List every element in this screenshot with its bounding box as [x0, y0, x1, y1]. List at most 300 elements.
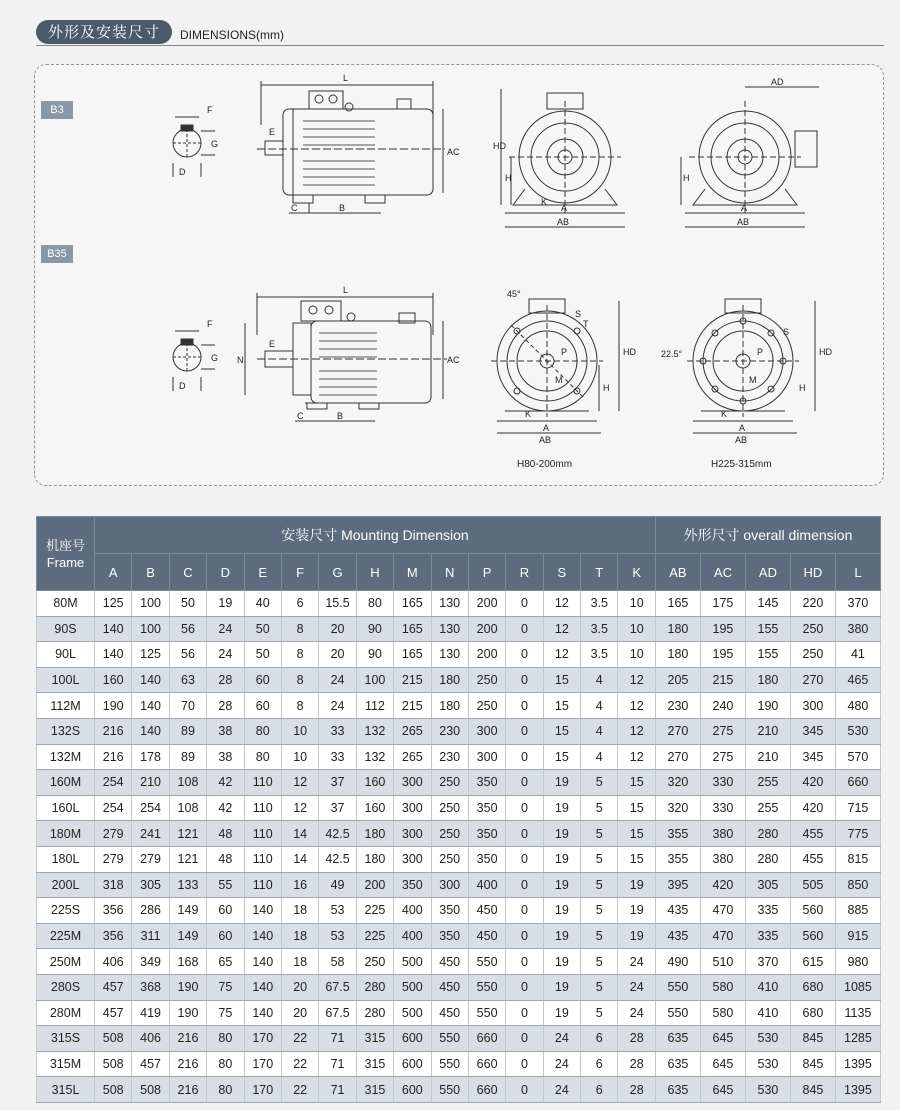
- table-cell-h: 315: [356, 1051, 393, 1077]
- table-cell-ad: 145: [745, 591, 790, 617]
- table-cell-g: 67.5: [319, 974, 356, 1000]
- table-cell-g: 37: [319, 795, 356, 821]
- table-cell-m: 300: [394, 770, 431, 796]
- table-cell-b: 100: [132, 591, 169, 617]
- column-header-hd: HD: [790, 554, 835, 591]
- table-cell-n: 180: [431, 693, 468, 719]
- table-cell-g: 53: [319, 898, 356, 924]
- table-cell-d: 60: [207, 923, 244, 949]
- frame-cell: 160L: [37, 795, 95, 821]
- label-h: H: [505, 173, 512, 183]
- table-cell-s: 24: [543, 1077, 580, 1103]
- frame-header-en: Frame: [46, 554, 85, 570]
- table-cell-e: 50: [244, 616, 281, 642]
- label-p: P: [561, 347, 568, 357]
- label-f-b35: F: [207, 319, 213, 329]
- table-cell-r: 0: [506, 770, 543, 796]
- table-cell-p: 550: [468, 1000, 505, 1026]
- table-cell-r: 0: [506, 718, 543, 744]
- table-cell-s: 12: [543, 616, 580, 642]
- table-cell-p: 300: [468, 718, 505, 744]
- table-cell-r: 0: [506, 744, 543, 770]
- table-cell-f: 20: [281, 1000, 318, 1026]
- table-cell-ac: 275: [700, 744, 745, 770]
- table-cell-r: 0: [506, 795, 543, 821]
- table-cell-g: 49: [319, 872, 356, 898]
- table-row: [37, 795, 881, 821]
- table-cell-s: 12: [543, 591, 580, 617]
- table-cell-h: 200: [356, 872, 393, 898]
- table-cell-c: 121: [169, 821, 206, 847]
- table-cell-m: 500: [394, 1000, 431, 1026]
- table-cell-ab: 435: [655, 923, 700, 949]
- frame-cell: 315M: [37, 1051, 95, 1077]
- label-a-2: A: [741, 203, 748, 213]
- column-header-h: H: [356, 554, 393, 591]
- label-h80-200: H80-200mm: [517, 459, 573, 470]
- label-p-2: P: [757, 347, 764, 357]
- table-row: [37, 1000, 881, 1026]
- table-cell-m: 400: [394, 923, 431, 949]
- frame-cell: 160M: [37, 770, 95, 796]
- table-cell-m: 500: [394, 949, 431, 975]
- table-cell-n: 230: [431, 744, 468, 770]
- column-header-f: F: [281, 554, 318, 591]
- frame-cell: 315S: [37, 1026, 95, 1052]
- table-cell-e: 60: [244, 667, 281, 693]
- table-cell-ab: 395: [655, 872, 700, 898]
- table-cell-f: 8: [281, 616, 318, 642]
- column-header-l: L: [835, 554, 880, 591]
- table-cell-c: 216: [169, 1077, 206, 1103]
- table-cell-ac: 580: [700, 1000, 745, 1026]
- table-cell-ac: 645: [700, 1077, 745, 1103]
- table-cell-e: 110: [244, 770, 281, 796]
- table-cell-b: 279: [132, 846, 169, 872]
- label-l: L: [343, 73, 349, 83]
- table-cell-b: 140: [132, 667, 169, 693]
- table-row: [37, 744, 881, 770]
- frame-cell: 225S: [37, 898, 95, 924]
- table-cell-hd: 680: [790, 1000, 835, 1026]
- table-cell-ab: 635: [655, 1051, 700, 1077]
- column-header-ad: AD: [745, 554, 790, 591]
- table-cell-ac: 420: [700, 872, 745, 898]
- label-h-3: H: [799, 383, 806, 393]
- label-hd: HD: [493, 141, 506, 151]
- table-cell-ac: 330: [700, 795, 745, 821]
- table-cell-g: 42.5: [319, 846, 356, 872]
- table-cell-b: 311: [132, 923, 169, 949]
- table-cell-f: 8: [281, 693, 318, 719]
- table-cell-h: 160: [356, 795, 393, 821]
- table-cell-ad: 530: [745, 1026, 790, 1052]
- frame-cell: 180L: [37, 846, 95, 872]
- table-cell-t: 5: [581, 949, 618, 975]
- table-row: [37, 872, 881, 898]
- table-cell-ac: 175: [700, 591, 745, 617]
- table-cell-b: 305: [132, 872, 169, 898]
- column-header-m: M: [394, 554, 431, 591]
- header-rule: [36, 45, 884, 46]
- table-cell-p: 660: [468, 1051, 505, 1077]
- table-cell-ac: 240: [700, 693, 745, 719]
- table-cell-a: 457: [95, 1000, 132, 1026]
- table-cell-n: 450: [431, 1000, 468, 1026]
- table-cell-hd: 420: [790, 795, 835, 821]
- table-cell-s: 19: [543, 770, 580, 796]
- table-cell-c: 190: [169, 1000, 206, 1026]
- table-cell-n: 300: [431, 872, 468, 898]
- b3-side-view: [257, 81, 445, 213]
- label-t: T: [583, 319, 589, 329]
- table-cell-k: 15: [618, 770, 655, 796]
- page-title: 外形及安装尺寸: [36, 20, 172, 44]
- table-cell-c: 50: [169, 591, 206, 617]
- table-cell-m: 265: [394, 744, 431, 770]
- mounting-dimension-header: 安装尺寸 Mounting Dimension: [95, 517, 656, 554]
- b3-front-view-terminal-box: [681, 87, 819, 227]
- table-cell-s: 12: [543, 642, 580, 668]
- table-cell-k: 28: [618, 1077, 655, 1103]
- table-cell-b: 349: [132, 949, 169, 975]
- table-cell-s: 19: [543, 898, 580, 924]
- table-cell-c: 56: [169, 642, 206, 668]
- table-cell-n: 130: [431, 642, 468, 668]
- table-cell-h: 132: [356, 744, 393, 770]
- table-cell-n: 450: [431, 949, 468, 975]
- table-cell-l: 530: [835, 718, 880, 744]
- table-cell-ab: 320: [655, 795, 700, 821]
- table-cell-hd: 680: [790, 974, 835, 1000]
- table-cell-p: 200: [468, 591, 505, 617]
- table-cell-f: 22: [281, 1077, 318, 1103]
- table-cell-p: 250: [468, 693, 505, 719]
- table-cell-f: 10: [281, 744, 318, 770]
- table-cell-t: 4: [581, 667, 618, 693]
- table-cell-a: 356: [95, 923, 132, 949]
- label-ab: AB: [557, 217, 570, 227]
- table-cell-p: 350: [468, 795, 505, 821]
- table-cell-h: 315: [356, 1077, 393, 1103]
- dimensions-table: [36, 516, 881, 1103]
- table-cell-p: 550: [468, 949, 505, 975]
- table-cell-d: 24: [207, 616, 244, 642]
- table-cell-c: 108: [169, 770, 206, 796]
- table-cell-b: 125: [132, 642, 169, 668]
- table-cell-t: 3.5: [581, 616, 618, 642]
- table-cell-n: 250: [431, 846, 468, 872]
- table-cell-n: 130: [431, 591, 468, 617]
- table-cell-a: 318: [95, 872, 132, 898]
- table-cell-t: 4: [581, 744, 618, 770]
- table-cell-ad: 305: [745, 872, 790, 898]
- table-cell-r: 0: [506, 923, 543, 949]
- table-cell-hd: 845: [790, 1077, 835, 1103]
- table-cell-k: 10: [618, 642, 655, 668]
- table-cell-ad: 190: [745, 693, 790, 719]
- table-cell-ab: 270: [655, 718, 700, 744]
- table-cell-m: 300: [394, 846, 431, 872]
- table-cell-k: 10: [618, 591, 655, 617]
- table-cell-p: 660: [468, 1077, 505, 1103]
- table-cell-n: 230: [431, 718, 468, 744]
- table-cell-s: 19: [543, 795, 580, 821]
- table-cell-k: 24: [618, 1000, 655, 1026]
- table-cell-p: 400: [468, 872, 505, 898]
- table-cell-e: 60: [244, 693, 281, 719]
- table-cell-s: 19: [543, 923, 580, 949]
- table-cell-m: 600: [394, 1077, 431, 1103]
- table-cell-s: 15: [543, 667, 580, 693]
- table-cell-b: 406: [132, 1026, 169, 1052]
- table-cell-r: 0: [506, 693, 543, 719]
- label-k: K: [541, 197, 548, 207]
- table-cell-a: 406: [95, 949, 132, 975]
- table-cell-ad: 370: [745, 949, 790, 975]
- table-cell-hd: 250: [790, 642, 835, 668]
- table-cell-l: 980: [835, 949, 880, 975]
- table-cell-k: 28: [618, 1051, 655, 1077]
- table-cell-l: 41: [835, 642, 880, 668]
- table-cell-h: 100: [356, 667, 393, 693]
- frame-header: [37, 517, 95, 591]
- table-cell-l: 480: [835, 693, 880, 719]
- table-cell-g: 20: [319, 642, 356, 668]
- table-cell-d: 60: [207, 898, 244, 924]
- table-cell-e: 140: [244, 898, 281, 924]
- label-m-2: M: [749, 375, 757, 385]
- table-cell-f: 14: [281, 821, 318, 847]
- table-cell-p: 450: [468, 923, 505, 949]
- label-c-b35: C: [297, 411, 304, 421]
- frame-cell: 112M: [37, 693, 95, 719]
- table-cell-c: 63: [169, 667, 206, 693]
- table-cell-m: 165: [394, 616, 431, 642]
- table-cell-t: 5: [581, 821, 618, 847]
- column-header-ac: AC: [700, 554, 745, 591]
- table-cell-c: 133: [169, 872, 206, 898]
- table-cell-ac: 380: [700, 821, 745, 847]
- table-cell-l: 1135: [835, 1000, 880, 1026]
- table-cell-a: 254: [95, 795, 132, 821]
- table-cell-hd: 220: [790, 591, 835, 617]
- table-cell-b: 100: [132, 616, 169, 642]
- table-cell-f: 16: [281, 872, 318, 898]
- frame-cell: 90L: [37, 642, 95, 668]
- column-header-b: B: [132, 554, 169, 591]
- table-row: [37, 974, 881, 1000]
- table-cell-f: 8: [281, 642, 318, 668]
- table-cell-a: 216: [95, 744, 132, 770]
- label-s-2: S: [783, 327, 790, 337]
- table-cell-m: 215: [394, 693, 431, 719]
- table-cell-l: 850: [835, 872, 880, 898]
- table-cell-n: 250: [431, 795, 468, 821]
- column-header-c: C: [169, 554, 206, 591]
- label-b-b35: B: [337, 411, 344, 421]
- table-cell-s: 19: [543, 1000, 580, 1026]
- table-cell-h: 225: [356, 923, 393, 949]
- table-cell-h: 112: [356, 693, 393, 719]
- label-m: M: [555, 375, 563, 385]
- table-cell-g: 33: [319, 744, 356, 770]
- table-cell-hd: 345: [790, 718, 835, 744]
- table-cell-m: 300: [394, 795, 431, 821]
- table-cell-t: 5: [581, 770, 618, 796]
- label-c: C: [291, 203, 298, 213]
- table-cell-n: 250: [431, 821, 468, 847]
- table-cell-l: 815: [835, 846, 880, 872]
- table-cell-h: 90: [356, 642, 393, 668]
- table-cell-s: 19: [543, 974, 580, 1000]
- table-cell-ab: 635: [655, 1026, 700, 1052]
- table-cell-hd: 560: [790, 923, 835, 949]
- table-cell-m: 215: [394, 667, 431, 693]
- table-cell-k: 15: [618, 846, 655, 872]
- table-cell-ac: 195: [700, 642, 745, 668]
- table-cell-g: 37: [319, 770, 356, 796]
- table-cell-f: 18: [281, 949, 318, 975]
- label-h-b35: H: [603, 383, 610, 393]
- table-cell-t: 3.5: [581, 591, 618, 617]
- table-cell-g: 71: [319, 1077, 356, 1103]
- label-d-b35: D: [179, 381, 186, 391]
- table-cell-r: 0: [506, 616, 543, 642]
- label-g-b35: G: [211, 353, 219, 363]
- table-cell-r: 0: [506, 949, 543, 975]
- table-cell-hd: 250: [790, 616, 835, 642]
- column-header-g: G: [319, 554, 356, 591]
- table-cell-a: 254: [95, 770, 132, 796]
- table-cell-d: 80: [207, 1026, 244, 1052]
- table-cell-d: 38: [207, 744, 244, 770]
- table-cell-e: 80: [244, 718, 281, 744]
- table-cell-c: 121: [169, 846, 206, 872]
- table-cell-e: 140: [244, 923, 281, 949]
- table-row: [37, 1077, 881, 1103]
- table-cell-d: 80: [207, 1077, 244, 1103]
- table-row: [37, 846, 881, 872]
- table-cell-ac: 510: [700, 949, 745, 975]
- table-cell-hd: 615: [790, 949, 835, 975]
- table-cell-t: 6: [581, 1077, 618, 1103]
- table-cell-m: 600: [394, 1026, 431, 1052]
- b35-tag: B35: [41, 245, 73, 263]
- table-cell-r: 0: [506, 974, 543, 1000]
- table-cell-l: 915: [835, 923, 880, 949]
- table-cell-e: 110: [244, 795, 281, 821]
- table-cell-k: 24: [618, 974, 655, 1000]
- motor-drawings: [35, 65, 883, 485]
- table-cell-l: 380: [835, 616, 880, 642]
- table-cell-n: 350: [431, 923, 468, 949]
- table-cell-a: 457: [95, 974, 132, 1000]
- table-cell-n: 550: [431, 1077, 468, 1103]
- table-cell-b: 419: [132, 1000, 169, 1026]
- table-cell-g: 20: [319, 616, 356, 642]
- table-cell-ab: 355: [655, 846, 700, 872]
- table-cell-k: 19: [618, 872, 655, 898]
- table-cell-ad: 180: [745, 667, 790, 693]
- table-row: [37, 949, 881, 975]
- table-cell-ab: 320: [655, 770, 700, 796]
- table-cell-n: 250: [431, 770, 468, 796]
- table-cell-ac: 330: [700, 770, 745, 796]
- label-a-3: A: [739, 423, 746, 433]
- table-cell-h: 80: [356, 591, 393, 617]
- label-d: D: [179, 167, 186, 177]
- table-cell-r: 0: [506, 667, 543, 693]
- label-ab-b35: AB: [539, 435, 552, 445]
- overall-dimension-header: 外形尺寸 overall dimension: [655, 517, 880, 554]
- table-cell-e: 110: [244, 821, 281, 847]
- label-angle-22: 22.5°: [661, 349, 683, 359]
- table-cell-r: 0: [506, 821, 543, 847]
- table-cell-ad: 530: [745, 1077, 790, 1103]
- table-cell-t: 5: [581, 974, 618, 1000]
- table-cell-p: 200: [468, 642, 505, 668]
- table-cell-t: 3.5: [581, 642, 618, 668]
- table-cell-ad: 155: [745, 616, 790, 642]
- table-cell-n: 130: [431, 616, 468, 642]
- table-cell-hd: 455: [790, 821, 835, 847]
- label-e: E: [269, 127, 276, 137]
- table-cell-ab: 180: [655, 616, 700, 642]
- table-cell-s: 19: [543, 846, 580, 872]
- table-cell-d: 28: [207, 667, 244, 693]
- table-cell-n: 450: [431, 974, 468, 1000]
- table-cell-l: 1285: [835, 1026, 880, 1052]
- table-cell-a: 216: [95, 718, 132, 744]
- table-cell-b: 210: [132, 770, 169, 796]
- table-cell-k: 15: [618, 821, 655, 847]
- table-cell-e: 140: [244, 949, 281, 975]
- table-cell-l: 1395: [835, 1077, 880, 1103]
- table-cell-f: 8: [281, 667, 318, 693]
- table-cell-c: 190: [169, 974, 206, 1000]
- table-cell-ad: 255: [745, 770, 790, 796]
- column-header-e: E: [244, 554, 281, 591]
- table-cell-k: 24: [618, 949, 655, 975]
- table-cell-f: 10: [281, 718, 318, 744]
- table-cell-g: 71: [319, 1026, 356, 1052]
- table-cell-d: 75: [207, 1000, 244, 1026]
- table-cell-ad: 530: [745, 1051, 790, 1077]
- table-cell-ab: 550: [655, 1000, 700, 1026]
- table-cell-g: 58: [319, 949, 356, 975]
- table-cell-ab: 550: [655, 974, 700, 1000]
- table-cell-n: 350: [431, 898, 468, 924]
- table-cell-t: 5: [581, 923, 618, 949]
- table-cell-b: 178: [132, 744, 169, 770]
- table-cell-g: 42.5: [319, 821, 356, 847]
- table-row: [37, 591, 881, 617]
- table-cell-l: 715: [835, 795, 880, 821]
- table-cell-c: 149: [169, 923, 206, 949]
- b35-side-view: [245, 293, 447, 421]
- table-cell-n: 180: [431, 667, 468, 693]
- table-cell-h: 280: [356, 974, 393, 1000]
- table-cell-ac: 645: [700, 1026, 745, 1052]
- table-cell-r: 0: [506, 1051, 543, 1077]
- table-cell-a: 356: [95, 898, 132, 924]
- table-cell-ac: 470: [700, 898, 745, 924]
- table-cell-r: 0: [506, 1026, 543, 1052]
- table-cell-b: 368: [132, 974, 169, 1000]
- table-cell-ac: 380: [700, 846, 745, 872]
- table-cell-s: 19: [543, 872, 580, 898]
